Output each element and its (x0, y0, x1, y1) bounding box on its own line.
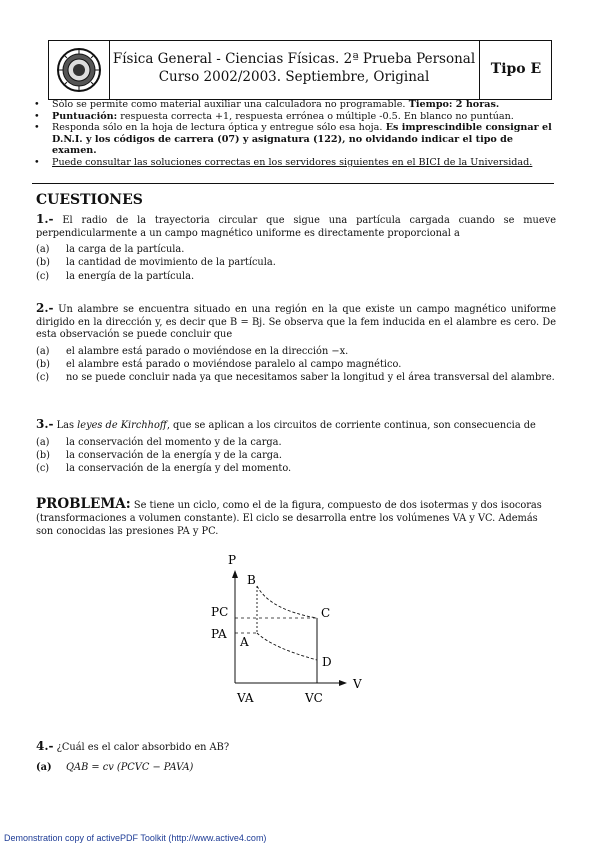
rule-item: • Responda sólo en la hoja de lectura óptica y entregue sólo esa hoja. Es imprescindible consignar el D.N.I. y los códigos de carrera (07) y asignatura (122), no olvidando indicar el tipo de examen. (34, 122, 554, 157)
problem-statement (36, 498, 556, 538)
question-number: 3.- (36, 417, 54, 431)
point-c-label: C (321, 606, 331, 620)
rule-item: • Puede consultar las soluciones correctas en los servidores siguientes en el BICI de la Universidad. (34, 157, 554, 169)
exam-type: Tipo E (490, 61, 542, 77)
exam-header (48, 40, 552, 100)
question-text: El radio de la trayectoria circular que sigue una partícula cargada cuando se mueve perpendicularmente a un campo magnético uniforme es directamente proporcional a (36, 215, 556, 239)
answer-option: (a) la carga de la partícula. (36, 244, 185, 256)
question-1 (36, 213, 556, 283)
volume-a-label: VA (237, 691, 254, 705)
divider (32, 183, 554, 184)
point-b-label: B (247, 573, 256, 587)
axis-label-p: P (228, 553, 237, 567)
question-number: 4.- (36, 739, 54, 753)
point-a-label: A (240, 635, 249, 649)
volume-c-label: VC (305, 691, 323, 705)
point-d-label: D (322, 655, 332, 669)
pressure-c-label: PC (211, 605, 229, 619)
answer-option: (a) QAB = cv (PCVC − PAVA) (36, 761, 194, 773)
question-3: 3.- Las leyes de Kirchhoff, que se aplican a los circuitos de corriente continua, son consecuencia de (a) la conservación del momento y de la carga. (b) la conservación de la energía y de la carga. (c) la conservación de la energía y del momento. (36, 418, 556, 475)
problem-text: Se tiene un ciclo, como el de la figura, compuesto de dos isotermas y dos isocoras (transformaciones a volumen constante). El ciclo se desarrolla entre los volúmenes VA y VC. Además son conocidas las presiones PA y PC. (36, 500, 542, 537)
section-title-problema: PROBLEMA: (36, 496, 131, 512)
pv-cycle-diagram (195, 548, 380, 728)
exam-title-line1: Física General - Ciencias Físicas. 2ª Prueba Personal (112, 51, 476, 67)
demo-watermark-footer: Demonstration copy of activePDF Toolkit (http://www.active4.com) (4, 833, 267, 843)
answer-option: (c) no se puede concluir nada ya que necesitamos saber la longitud y el área transversal del alambre. (36, 372, 555, 384)
answer-option: (b) el alambre está parado o moviéndose paralelo al campo magnético. (36, 358, 402, 370)
section-title-cuestiones: CUESTIONES (36, 192, 143, 208)
question-number: 1.- (36, 212, 54, 226)
pressure-a-label: PA (211, 627, 227, 641)
answer-option: (c) la energía de la partícula. (36, 270, 195, 282)
answer-option: (b) la conservación de la energía y de la carga. (36, 449, 282, 461)
university-seal-icon (56, 47, 102, 93)
rule-item: • Sólo se permite como material auxiliar una calculadora no programable. Tiempo: 2 horas. (34, 99, 554, 111)
question-text: Un alambre se encuentra situado en una región en la que existe un campo magnético uniforme dirigido en la dirección y, es decir que B = Bj. Se observa que la fem inducida en el alambre es cero. De esta observación se puede concluir que (36, 304, 556, 341)
exam-title-line2: Curso 2002/2003. Septiembre, Original (158, 69, 430, 85)
answer-option: (a) el alambre está parado o moviéndose en la dirección −x. (36, 345, 349, 357)
answer-option: (a) la conservación del momento y de la carga. (36, 436, 282, 448)
question-2 (36, 302, 556, 384)
rule-item: • Puntuación: respuesta correcta +1, respuesta errónea o múltiple -0.5. En blanco no puntúan. (34, 111, 554, 123)
question-text: ¿Cuál es el calor absorbido en AB? (56, 742, 230, 753)
question-4 (36, 740, 556, 774)
exam-title (109, 50, 479, 86)
answer-option: (c) la conservación de la energía y del momento. (36, 463, 292, 474)
question-number: 2.- (36, 301, 54, 315)
answer-option: (b) la cantidad de movimiento de la partícula. (36, 257, 276, 269)
axis-label-v: V (353, 677, 362, 691)
exam-rules (34, 99, 554, 169)
